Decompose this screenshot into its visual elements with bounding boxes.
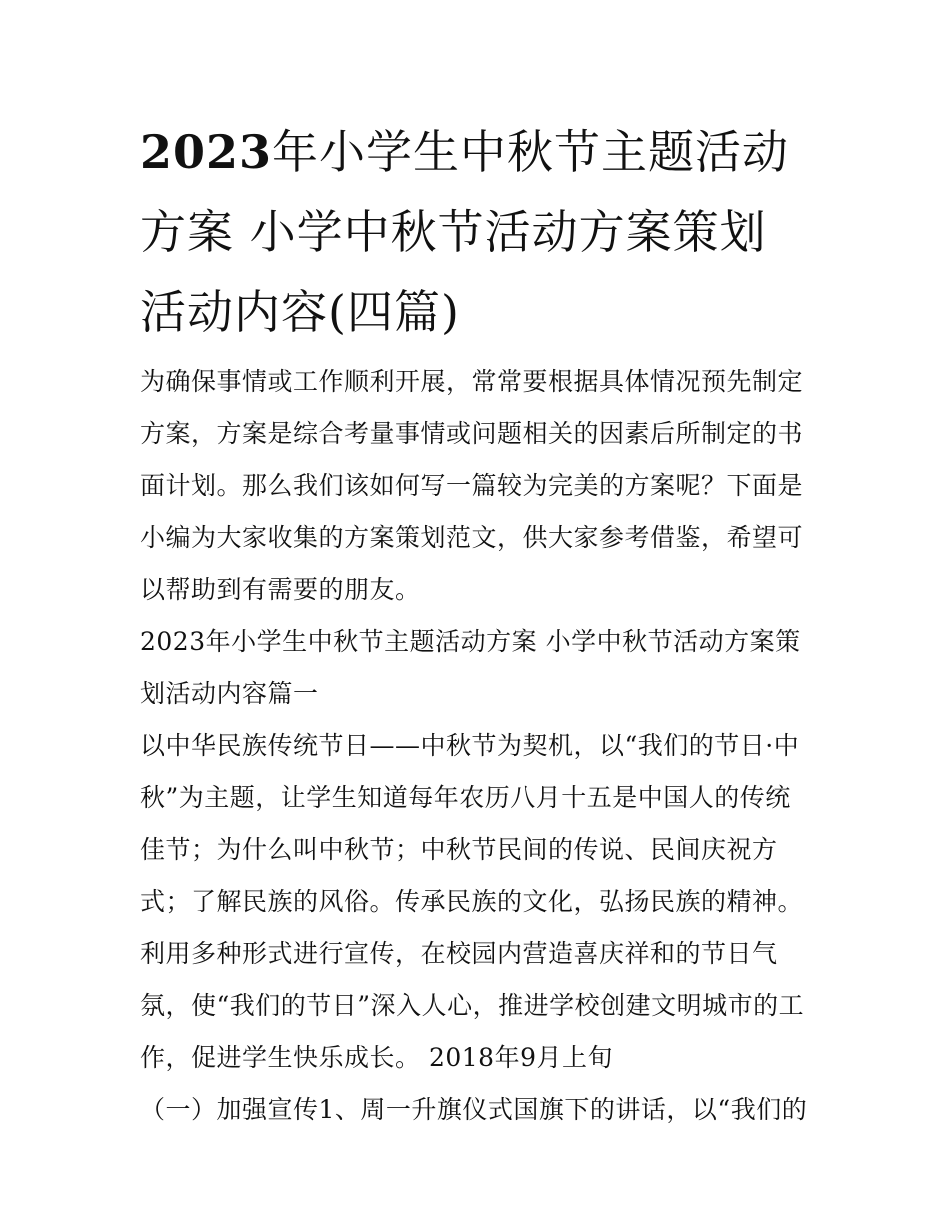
title-text: 年小学生中秋节主题活动方案 小学中秋节活动方案策划活动内容(四篇): [140, 125, 790, 339]
body-paragraph: （一）加强宣传1、周一升旗仪式国旗下的讲话，以“我们的: [140, 1095, 808, 1124]
section-heading: 2023年小学生中秋节主题活动方案 小学中秋节活动方案策划活动内容篇一: [140, 627, 801, 708]
intro-paragraph: 为确保事情或工作顺利开展，常常要根据具体情况预先制定方案，方案是综合考量事情或问题相关的因素后所制定的书面计划。那么我们该如何写一篇较为完美的方案呢？下面是小编为大家收集的方案策划范文，供大家参考借鉴，希望可以帮助到有需要的朋友。: [140, 367, 804, 604]
document-title: [140, 112, 812, 352]
document-page: [140, 112, 812, 1136]
body-paragraph: 利用多种形式进行宣传，在校园内营造喜庆祥和的节日气氛，使“我们的节日”深入人心，推进学校创建文明城市的工作，促进学生快乐成长。 2018年9月上旬: [140, 939, 805, 1072]
title-year: 2023: [140, 125, 273, 179]
body-paragraph: 以中华民族传统节日——中秋节为契机，以“我们的节日·中秋”为主题，让学生知道每年农历八月十五是中国人的传统佳节；为什么叫中秋节；中秋节民间的传说、民间庆祝方式；了解民族的风俗。传承民族的文化，弘扬民族的精神。: [140, 731, 804, 916]
